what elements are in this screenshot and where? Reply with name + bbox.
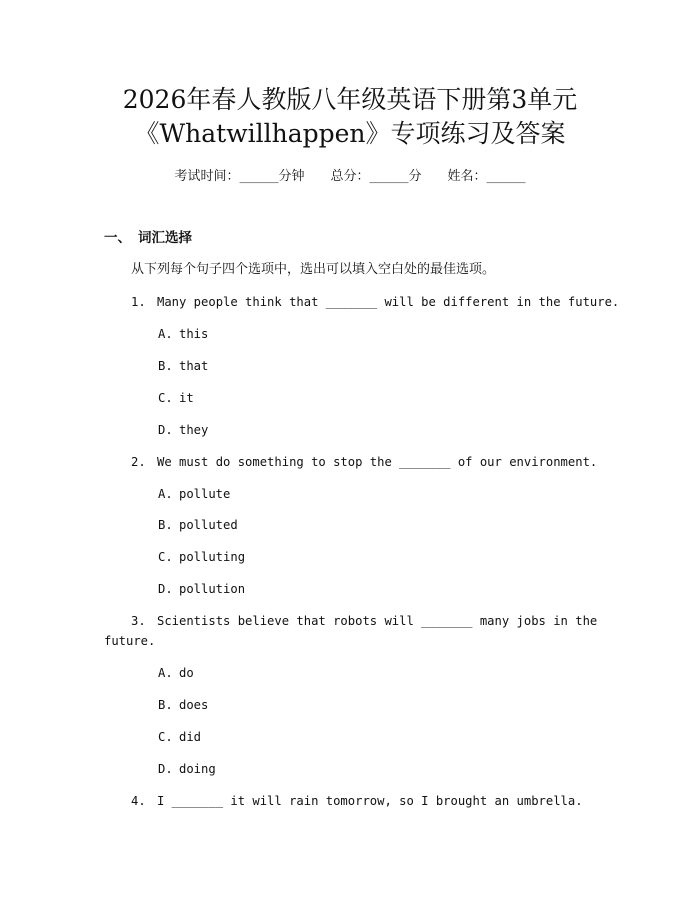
option-letter: C.	[158, 730, 173, 744]
option-text: it	[179, 391, 194, 405]
question-3	[131, 612, 597, 630]
option-text: they	[179, 423, 209, 437]
option-2a[interactable]	[158, 485, 230, 503]
question-number: 3.	[131, 614, 146, 628]
document-title-line-2: 《Whatwillhappen》专项练习及答案	[134, 119, 566, 148]
option-text: that	[179, 359, 209, 373]
option-letter: C.	[158, 391, 173, 405]
option-2b[interactable]	[158, 516, 238, 534]
option-text: polluted	[179, 518, 238, 532]
exam-meta	[0, 168, 700, 186]
option-1d[interactable]	[158, 421, 208, 439]
question-3-continuation: future.	[104, 634, 156, 648]
option-text: polluting	[179, 550, 246, 564]
section-title: 词汇选择	[138, 230, 192, 246]
question-text: Many people think that _______ will be different in the future.	[157, 295, 620, 309]
option-letter: C.	[158, 550, 173, 564]
option-text: pollution	[179, 582, 246, 596]
option-text: did	[179, 730, 202, 744]
question-2	[131, 453, 597, 471]
document-title-line-1: 2026年春人教版八年级英语下册第3单元	[122, 85, 578, 114]
option-text: this	[179, 327, 209, 341]
option-letter: D.	[158, 423, 173, 437]
section-heading	[104, 229, 192, 247]
question-4	[131, 792, 583, 810]
option-letter: A.	[158, 666, 173, 680]
option-text: doing	[179, 762, 216, 776]
option-letter: A.	[158, 327, 173, 341]
option-text: does	[179, 698, 209, 712]
question-number: 1.	[131, 295, 146, 309]
question-number: 2.	[131, 455, 146, 469]
question-text: I _______ it will rain tomorrow, so I brought an umbrella.	[157, 794, 583, 808]
option-2d[interactable]	[158, 580, 245, 598]
option-letter: D.	[158, 762, 173, 776]
option-3b[interactable]	[158, 696, 208, 714]
exam-score: 总分：______分	[330, 169, 422, 184]
option-letter: B.	[158, 698, 173, 712]
option-letter: A.	[158, 487, 173, 501]
section-instruction: 从下列每个句子四个选项中，选出可以填入空白处的最佳选项。	[131, 262, 496, 277]
question-text: We must do something to stop the _______ of our environment.	[157, 455, 598, 469]
option-text: do	[179, 666, 194, 680]
section-number: 一、	[104, 230, 131, 246]
question-1	[131, 293, 619, 311]
question-number: 4.	[131, 794, 146, 808]
exam-name: 姓名：______	[447, 169, 526, 184]
option-2c[interactable]	[158, 548, 245, 566]
option-1a[interactable]	[158, 325, 208, 343]
option-3a[interactable]	[158, 664, 194, 682]
option-1c[interactable]	[158, 389, 194, 407]
question-text: Scientists believe that robots will _______ many jobs in the	[157, 614, 598, 628]
exam-time: 考试时间：______分钟	[174, 169, 305, 184]
option-letter: B.	[158, 518, 173, 532]
option-letter: B.	[158, 359, 173, 373]
option-letter: D.	[158, 582, 173, 596]
option-1b[interactable]	[158, 357, 208, 375]
option-3d[interactable]	[158, 760, 216, 778]
option-3c[interactable]	[158, 728, 201, 746]
option-text: pollute	[179, 487, 231, 501]
